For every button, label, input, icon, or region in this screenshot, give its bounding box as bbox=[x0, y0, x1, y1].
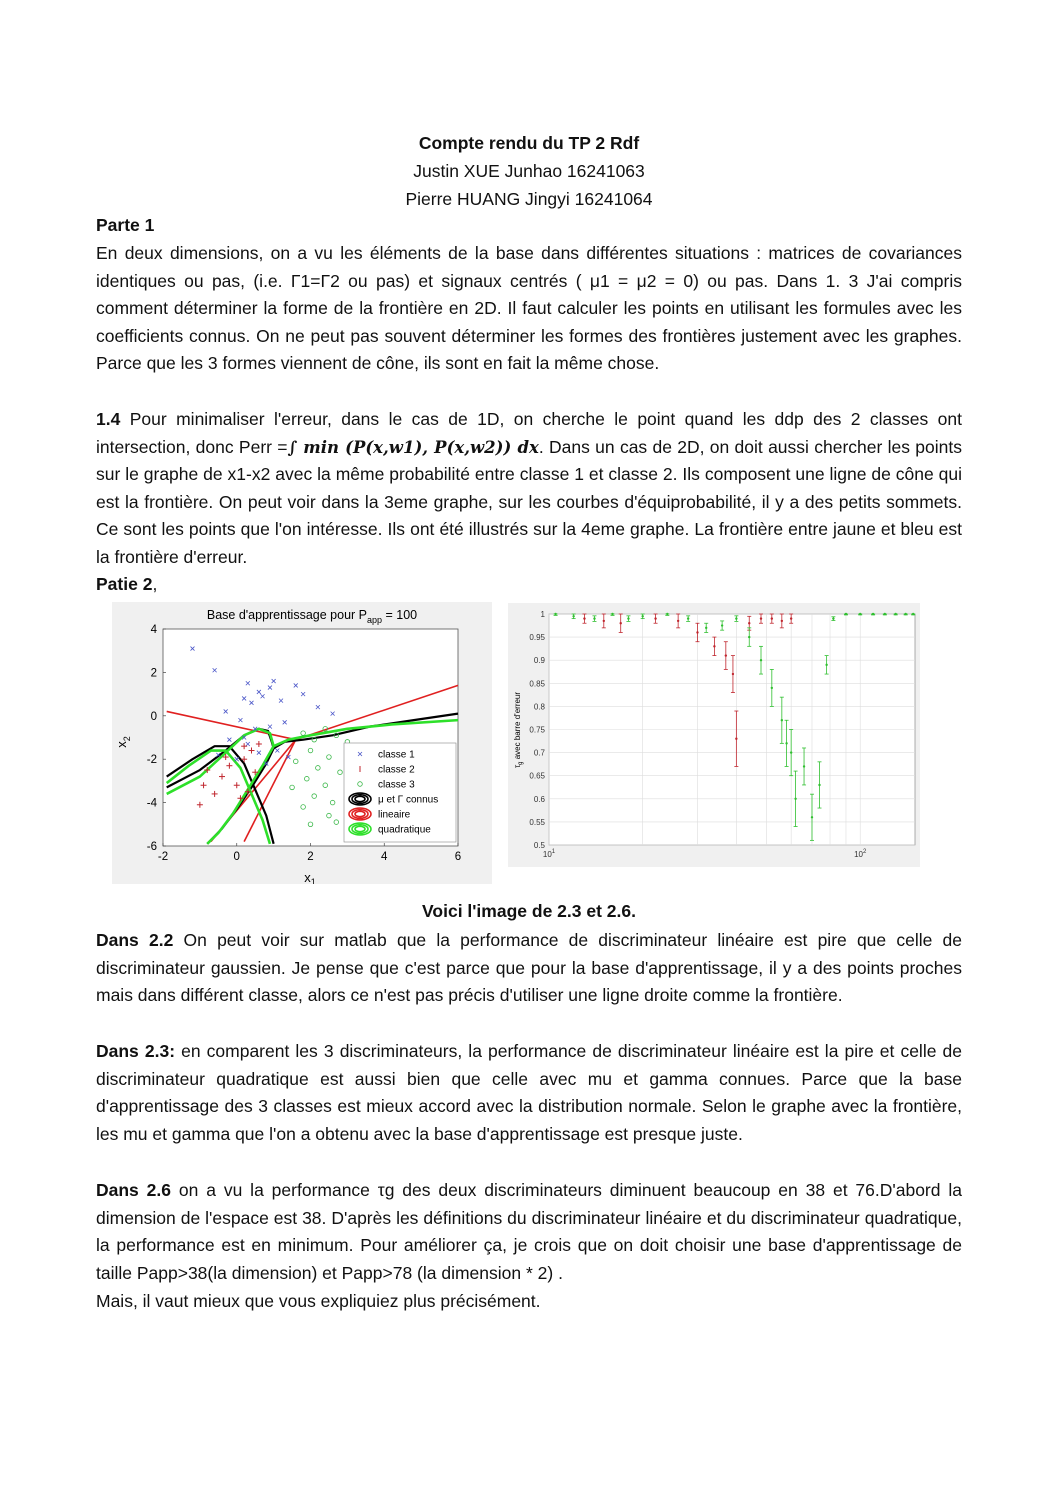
y-tick-label: 0.9 bbox=[533, 656, 545, 666]
part1-paragraph: En deux dimensions, on a vu les éléments de la base dans différentes situations : matrices de covariances identiques ou pas, (i.e. Γ1=Γ2 ou pas) et signaux centrés ( μ1 = μ2 = 0) ou pas. Dans 1. 3 J'ai compris comment déterminer la forme de la frontière en 2D. Il faut calculer les points en utilisant les formules avec les coefficients connus. On ne peut pas souvent déterminer les formes des frontières justement avec les graphes. Parce que les 3 formes viennent de cône, ils sont en fait la même chose. bbox=[96, 243, 962, 374]
legend-label: lineaire bbox=[378, 809, 411, 821]
data-point bbox=[713, 645, 715, 647]
part2-heading-comma: , bbox=[152, 574, 158, 594]
data-point bbox=[641, 615, 643, 617]
data-point bbox=[781, 620, 783, 622]
legend-label: classe 1 bbox=[378, 749, 415, 761]
y-axis-label: $\tau_g$ avec barre d'erreur bbox=[513, 691, 524, 769]
y-tick-label: -2 bbox=[146, 754, 157, 767]
data-point bbox=[785, 742, 787, 744]
data-point bbox=[884, 613, 886, 615]
y-tick-label: 0 bbox=[150, 710, 157, 723]
data-point bbox=[872, 613, 874, 615]
y-tick-label: 1 bbox=[540, 610, 545, 619]
section-1-4-text-a: Pour minimaliser l'erreur, dans le cas de 1D, on cherche le point quand les ddp des 2 classes ont intersection, donc Perr = bbox=[96, 409, 962, 457]
y-tick-label: 0.85 bbox=[529, 679, 545, 689]
figure-caption: Voici l'image de 2.3 et 2.6. bbox=[422, 901, 636, 921]
y-tick-label: 0.6 bbox=[533, 794, 545, 804]
data-point bbox=[705, 627, 707, 629]
y-tick-label: -6 bbox=[146, 841, 157, 853]
y-tick-label: 0.95 bbox=[529, 633, 545, 643]
title-block bbox=[96, 129, 962, 213]
data-point bbox=[696, 631, 698, 633]
part1-heading: Parte 1 bbox=[96, 215, 155, 235]
data-point bbox=[790, 751, 792, 753]
y-axis-label: $x_2$ bbox=[114, 736, 132, 748]
y-tick-label: 4 bbox=[150, 624, 157, 636]
data-point bbox=[904, 613, 906, 615]
data-point bbox=[735, 617, 737, 619]
data-point bbox=[687, 617, 689, 619]
data-point bbox=[818, 784, 820, 786]
data-point bbox=[611, 613, 613, 615]
document-title: Compte rendu du TP 2 Rdf bbox=[418, 133, 640, 153]
x-tick-label: $10^2$ bbox=[854, 849, 867, 859]
x-tick-label: 6 bbox=[454, 851, 462, 863]
data-point bbox=[677, 620, 679, 622]
x-tick-label: 0 bbox=[233, 851, 240, 863]
author-line-1: Justin XUE Junhao 16241063 bbox=[413, 161, 645, 181]
section-2-6-label: Dans 2.6 bbox=[96, 1180, 171, 1200]
section-1-4-text-b: . Dans un cas de 2D, on doit aussi chercher les points sur le graphe de x1-x2 avec la même probabilité entre classe 1 et classe 2. Ils composent une ligne de cône qui est la frontière. On peut voir dans la 3eme graphe, sur les courbes d'équiprobabilité, il y a des petits sommets. Ce sont les points que l'on intéresse. Ils ont été illustrés sur la 4eme graphe. La frontière entre jaune et bleu est la frontière d'erreur. bbox=[96, 436, 962, 567]
data-point bbox=[760, 617, 762, 619]
data-point bbox=[912, 613, 914, 615]
y-tick-label: 0.55 bbox=[529, 817, 545, 827]
data-point bbox=[771, 617, 773, 619]
section-1-4-paragraph bbox=[96, 406, 962, 572]
section-2-6-paragraph bbox=[96, 1177, 962, 1287]
chart-legend bbox=[344, 743, 456, 842]
chart-title: Base d'apprentissage pour $P_{app} = 100$ bbox=[206, 608, 418, 625]
data-point bbox=[859, 613, 861, 615]
data-point bbox=[794, 798, 796, 800]
section-2-3-text: en comparent les 3 discriminateurs, la performance de discriminateur linéaire est la pire et celle de discriminateur quadratique est aussi bien que celle avec mu et gamma connues. Parce que la base d'apprentissage des 3 classes est mieux accord avec la distribution normale. Selon le graphe avec la frontière, les mu et gamma que l'on a obtenu avec la base d'apprentissage est presque juste. bbox=[96, 1041, 962, 1144]
data-point bbox=[832, 617, 834, 619]
data-point bbox=[803, 765, 805, 767]
y-tick-label: 0.65 bbox=[529, 771, 545, 781]
data-point bbox=[583, 617, 585, 619]
error-formula: ∫ min (P(x,w1), P(x,w2)) dx bbox=[287, 437, 539, 457]
learning-base-scatter-chart bbox=[112, 602, 492, 884]
data-point bbox=[781, 719, 783, 721]
x-tick-label: 4 bbox=[381, 851, 388, 863]
section-2-3-paragraph bbox=[96, 1038, 962, 1148]
error-rate-chart bbox=[508, 603, 920, 867]
data-point bbox=[554, 613, 556, 615]
x-tick-label: 2 bbox=[307, 851, 314, 863]
part2-heading bbox=[96, 574, 157, 595]
y-tick-label: 0.8 bbox=[533, 702, 545, 712]
data-point bbox=[620, 622, 622, 624]
legend-label: classe 3 bbox=[378, 779, 415, 791]
data-point bbox=[593, 617, 595, 619]
y-tick-label: 0.75 bbox=[529, 725, 545, 735]
legend-label: μ et Γ connus bbox=[378, 794, 439, 806]
section-2-3-label: Dans 2.3: bbox=[96, 1041, 176, 1061]
data-point bbox=[732, 673, 734, 675]
data-point bbox=[748, 622, 750, 624]
data-point bbox=[825, 664, 827, 666]
x-axis-label: $x_1$ bbox=[304, 870, 316, 884]
y-tick-label: 0.7 bbox=[533, 748, 545, 758]
data-point bbox=[725, 654, 727, 656]
data-point bbox=[654, 617, 656, 619]
legend-label: classe 2 bbox=[378, 764, 415, 776]
data-point bbox=[603, 620, 605, 622]
closing-sentence: Mais, il vaut mieux que vous expliquiez plus précisément. bbox=[96, 1291, 541, 1311]
y-tick-label: 2 bbox=[150, 667, 157, 680]
y-tick-label: -4 bbox=[146, 797, 157, 810]
data-point bbox=[735, 738, 737, 740]
y-tick-label: 0.5 bbox=[533, 841, 545, 850]
x-tick-label: $10^1$ bbox=[542, 849, 556, 859]
data-point bbox=[811, 816, 813, 818]
data-point bbox=[666, 613, 668, 615]
data-point bbox=[748, 636, 750, 638]
part2-heading-text: Patie 2 bbox=[96, 574, 153, 594]
author-line-2: Pierre HUANG Jingyi 16241064 bbox=[405, 189, 653, 209]
x-tick-label: -2 bbox=[157, 851, 169, 863]
section-1-4-label: 1.4 bbox=[96, 409, 121, 429]
data-point bbox=[894, 613, 896, 615]
legend-label: quadratique bbox=[378, 824, 431, 836]
section-2-2-label: Dans 2.2 bbox=[96, 930, 174, 950]
section-2-2-paragraph bbox=[96, 927, 962, 1010]
data-point bbox=[771, 687, 773, 689]
data-point bbox=[790, 617, 792, 619]
section-2-6-text: on a vu la performance τg des deux discriminateurs diminuent beaucoup en 38 et 76.D'abord la dimension de l'espace est 38. D'après les définitions du discriminateur linéaire et du discriminateur quadratique, la performance est en minimum. Pour améliorer ça, je crois que on doit choisir une base d'apprentissage de taille Papp>38(la dimension) et Papp>78 (la dimension * 2) . bbox=[96, 1180, 962, 1283]
section-2-2-text: On peut voir sur matlab que la performance de discriminateur linéaire est pire que celle de discriminateur gaussien. Je pense que c'est parce que pour la base d'apprentissage, il y a des points proches mais dans différent classe, alors ce n'est pas précis d'utiliser une ligne droite comme la frontière. bbox=[96, 930, 963, 1006]
data-point bbox=[760, 659, 762, 661]
data-point bbox=[845, 613, 847, 615]
data-point bbox=[572, 615, 574, 617]
data-point bbox=[627, 617, 629, 619]
data-point bbox=[721, 624, 723, 626]
